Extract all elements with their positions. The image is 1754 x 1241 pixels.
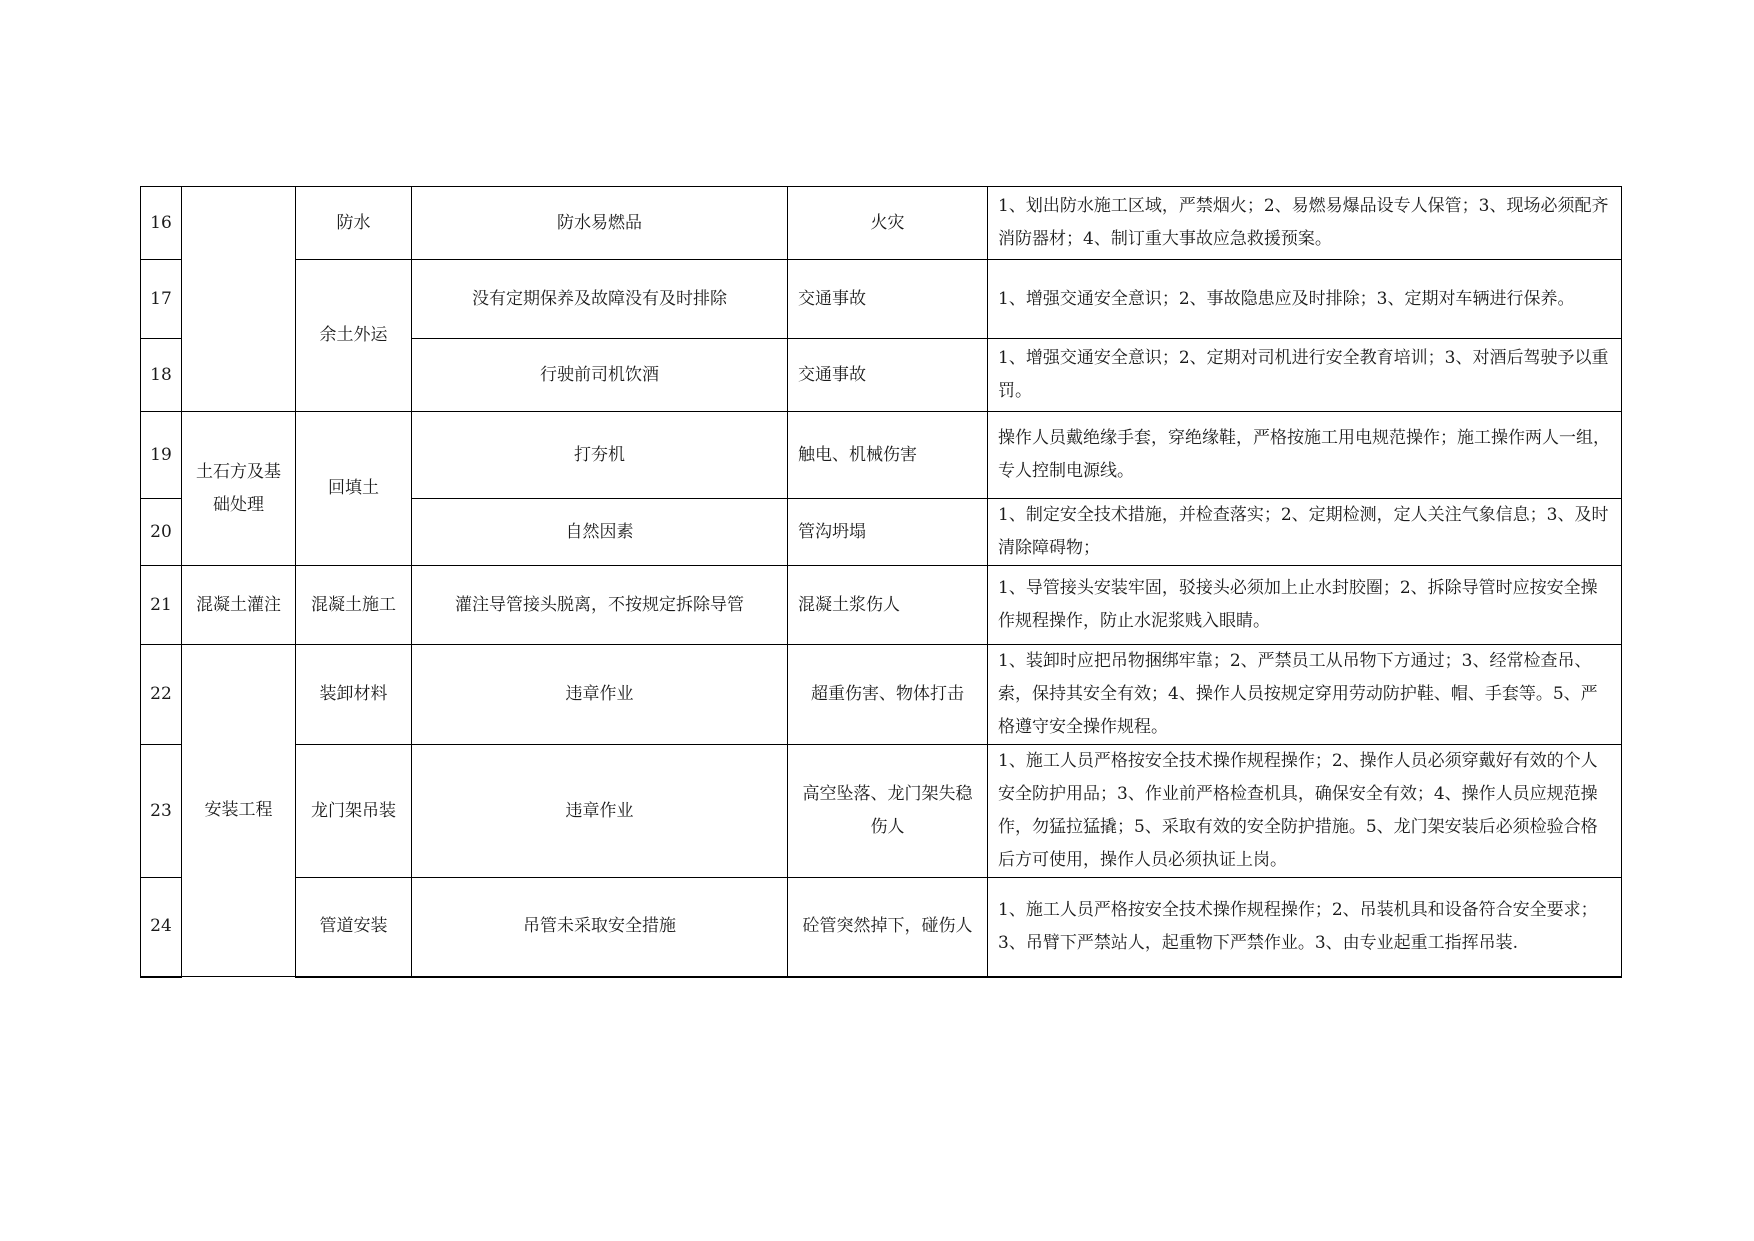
consequence-cell: 火灾 bbox=[788, 187, 988, 260]
measures-cell: 1、施工人员严格按安全技术操作规程操作；2、吊装机具和设备符合安全要求；3、吊臂下严禁站人，起重物下严禁作业。3、由专业起重工指挥吊装. bbox=[988, 878, 1622, 977]
hazard-cell: 防水易燃品 bbox=[412, 187, 788, 260]
consequence-cell: 高空坠落、龙门架失稳伤人 bbox=[788, 745, 988, 878]
hazard-cell: 吊管未采取安全措施 bbox=[412, 878, 788, 977]
measures-cell: 1、增强交通安全意识；2、事故隐患应及时排除；3、定期对车辆进行保养。 bbox=[988, 260, 1622, 339]
task-cell: 装卸材料 bbox=[296, 645, 412, 745]
row-number: 19 bbox=[141, 412, 182, 499]
hazard-cell: 自然因素 bbox=[412, 499, 788, 566]
table-row bbox=[141, 260, 1622, 339]
risk-table bbox=[140, 186, 1622, 978]
consequence-cell: 砼管突然掉下，碰伤人 bbox=[788, 878, 988, 977]
category-cell: 土石方及基础处理 bbox=[182, 412, 296, 566]
hazard-cell: 打夯机 bbox=[412, 412, 788, 499]
table-row bbox=[141, 566, 1622, 645]
measures-cell: 1、装卸时应把吊物捆绑牢靠；2、严禁员工从吊物下方通过；3、经常检查吊、索，保持其安全有效；4、操作人员按规定穿用劳动防护鞋、帽、手套等。5、严格遵守安全操作规程。 bbox=[988, 645, 1622, 745]
row-number: 16 bbox=[141, 187, 182, 260]
table-row bbox=[141, 187, 1622, 260]
category-cell: 混凝土灌注 bbox=[182, 566, 296, 645]
measures-cell: 操作人员戴绝缘手套，穿绝缘鞋，严格按施工用电规范操作；施工操作两人一组，专人控制电源线。 bbox=[988, 412, 1622, 499]
measures-cell: 1、制定安全技术措施，并检查落实；2、定期检测，定人关注气象信息；3、及时清除障碍物； bbox=[988, 499, 1622, 566]
row-number: 21 bbox=[141, 566, 182, 645]
task-cell: 余土外运 bbox=[296, 260, 412, 412]
measures-cell: 1、划出防水施工区域，严禁烟火；2、易燃易爆品设专人保管；3、现场必须配齐消防器材；4、制订重大事故应急救援预案。 bbox=[988, 187, 1622, 260]
row-number: 20 bbox=[141, 499, 182, 566]
measures-cell: 1、施工人员严格按安全技术操作规程操作；2、操作人员必须穿戴好有效的个人安全防护用品；3、作业前严格检查机具，确保安全有效；4、操作人员应规范操作，勿猛拉猛撬；5、采取有效的安全防护措施。5、龙门架安装后必须检验合格后方可使用，操作人员必须执证上岗。 bbox=[988, 745, 1622, 878]
consequence-cell: 超重伤害、物体打击 bbox=[788, 645, 988, 745]
table-row bbox=[141, 412, 1622, 499]
row-number: 22 bbox=[141, 645, 182, 745]
row-number: 18 bbox=[141, 339, 182, 412]
task-cell: 回填土 bbox=[296, 412, 412, 566]
consequence-cell: 交通事故 bbox=[788, 260, 988, 339]
row-number: 23 bbox=[141, 745, 182, 878]
task-cell: 防水 bbox=[296, 187, 412, 260]
hazard-cell: 违章作业 bbox=[412, 645, 788, 745]
table-row bbox=[141, 745, 1622, 878]
table-row bbox=[141, 645, 1622, 745]
consequence-cell: 混凝土浆伤人 bbox=[788, 566, 988, 645]
hazard-cell: 违章作业 bbox=[412, 745, 788, 878]
task-cell: 龙门架吊装 bbox=[296, 745, 412, 878]
hazard-cell: 没有定期保养及故障没有及时排除 bbox=[412, 260, 788, 339]
task-cell: 混凝土施工 bbox=[296, 566, 412, 645]
hazard-cell: 灌注导管接头脱离，不按规定拆除导管 bbox=[412, 566, 788, 645]
consequence-cell: 触电、机械伤害 bbox=[788, 412, 988, 499]
consequence-cell: 管沟坍塌 bbox=[788, 499, 988, 566]
category-cell: 安装工程 bbox=[182, 645, 296, 977]
row-number: 24 bbox=[141, 878, 182, 977]
hazard-cell: 行驶前司机饮酒 bbox=[412, 339, 788, 412]
category-cell bbox=[182, 187, 296, 412]
table-row bbox=[141, 878, 1622, 977]
measures-cell: 1、导管接头安装牢固，驳接头必须加上止水封胶圈；2、拆除导管时应按安全操作规程操作，防止水泥浆贱入眼睛。 bbox=[988, 566, 1622, 645]
measures-cell: 1、增强交通安全意识；2、定期对司机进行安全教育培训；3、对酒后驾驶予以重罚。 bbox=[988, 339, 1622, 412]
consequence-cell: 交通事故 bbox=[788, 339, 988, 412]
task-cell: 管道安装 bbox=[296, 878, 412, 977]
row-number: 17 bbox=[141, 260, 182, 339]
